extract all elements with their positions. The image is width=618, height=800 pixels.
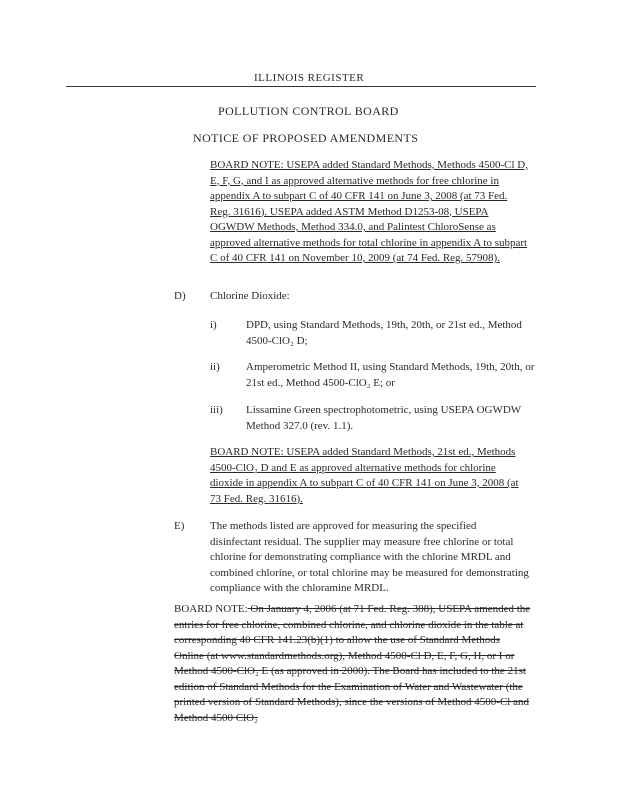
item-ii-text: Amperometric Method II, using Standard Methods, 19th, 20th, or 21st ed., Method 4500-ClO₂ E; or: [246, 361, 535, 389]
notice-title: NOTICE OF PROPOSED AMENDMENTS: [193, 131, 419, 145]
board-note-1-body: USEPA added Standard Methods, Methods 4500-Cl D, E, F, G, and I as approved alternative methods for free chlorine in appendix A to subpart C of 40 CFR 141 on June 3, 2008 (at 73 Fed. Reg. 31616). USEPA added ASTM Method D1253-08, USEPA OGWDW Methods, Method 334.0, and Palintest ChloroSense as approved alternative methods for total chlorine in appendix A to subpart C of 40 CFR 141 on November 10, 2009 (at 74 Fed. Reg. 57908).: [210, 159, 528, 264]
board-note-1: [210, 158, 530, 267]
board-note-1-prefix: BOARD NOTE:: [210, 159, 284, 171]
board-note-3: [174, 602, 532, 726]
section-d-label: D): [174, 290, 186, 302]
board-title: POLLUTION CONTROL BOARD: [218, 104, 399, 118]
register-title: ILLINOIS REGISTER: [248, 72, 370, 84]
board-note-2-prefix: BOARD NOTE:: [210, 446, 284, 458]
section-e-label: E): [174, 520, 185, 532]
item-iii-number: iii): [210, 404, 223, 416]
board-note-2-body: USEPA added Standard Methods, 21st ed., Methods 4500-ClO₂ D and E as approved alternative methods for chlorine dioxide in appendix A to subpart C of 40 CFR 141 on June 3, 2008 (at 73 Fed. Reg. 31616).: [210, 446, 519, 505]
header-rule: [66, 86, 536, 87]
item-i-text: DPD, using Standard Methods, 19th, 20th, or 21st ed., Method 4500-ClO₂ D;: [246, 319, 522, 347]
board-note-2: [210, 445, 530, 507]
section-e-text: The methods listed are approved for measuring the specified disinfectant residual. The supplier may measure free chlorine or total chlorine for demonstrating compliance with the chlorine MRDL and combined chlorine, or total chlorine may be measured for demonstrating compliance with the chloramine MRDL.: [210, 520, 529, 594]
item-ii-number: ii): [210, 361, 220, 373]
section-d-title: Chlorine Dioxide:: [210, 290, 290, 302]
board-note-3-struck-text: On January 4, 2006 (at 71 Fed. Reg. 388), USEPA amended the entries for free chlorine, combined chlorine, and chlorine dioxide in the table at corresponding 40 CFR 141.23(b)(1) to allow the use of Standard Methods Online (at www.standardmethods.org), Method 4500-Cl D, E, F, G, H, or I or Method 4500-ClO₂ E (as approved in 2000). The Board has included to the 21st edition of Standard Methods for the Examination of Water and Wastewater (the printed version of Standard Methods), since the versions of Method 4500-Cl and Method 4500 ClO₂: [174, 603, 531, 724]
board-note-3-prefix: BOARD NOTE:: [174, 603, 248, 615]
item-i-number: i): [210, 319, 217, 331]
item-iii-text: Lissamine Green spectrophotometric, using USEPA OGWDW Method 327.0 (rev. 1.1).: [246, 404, 521, 432]
